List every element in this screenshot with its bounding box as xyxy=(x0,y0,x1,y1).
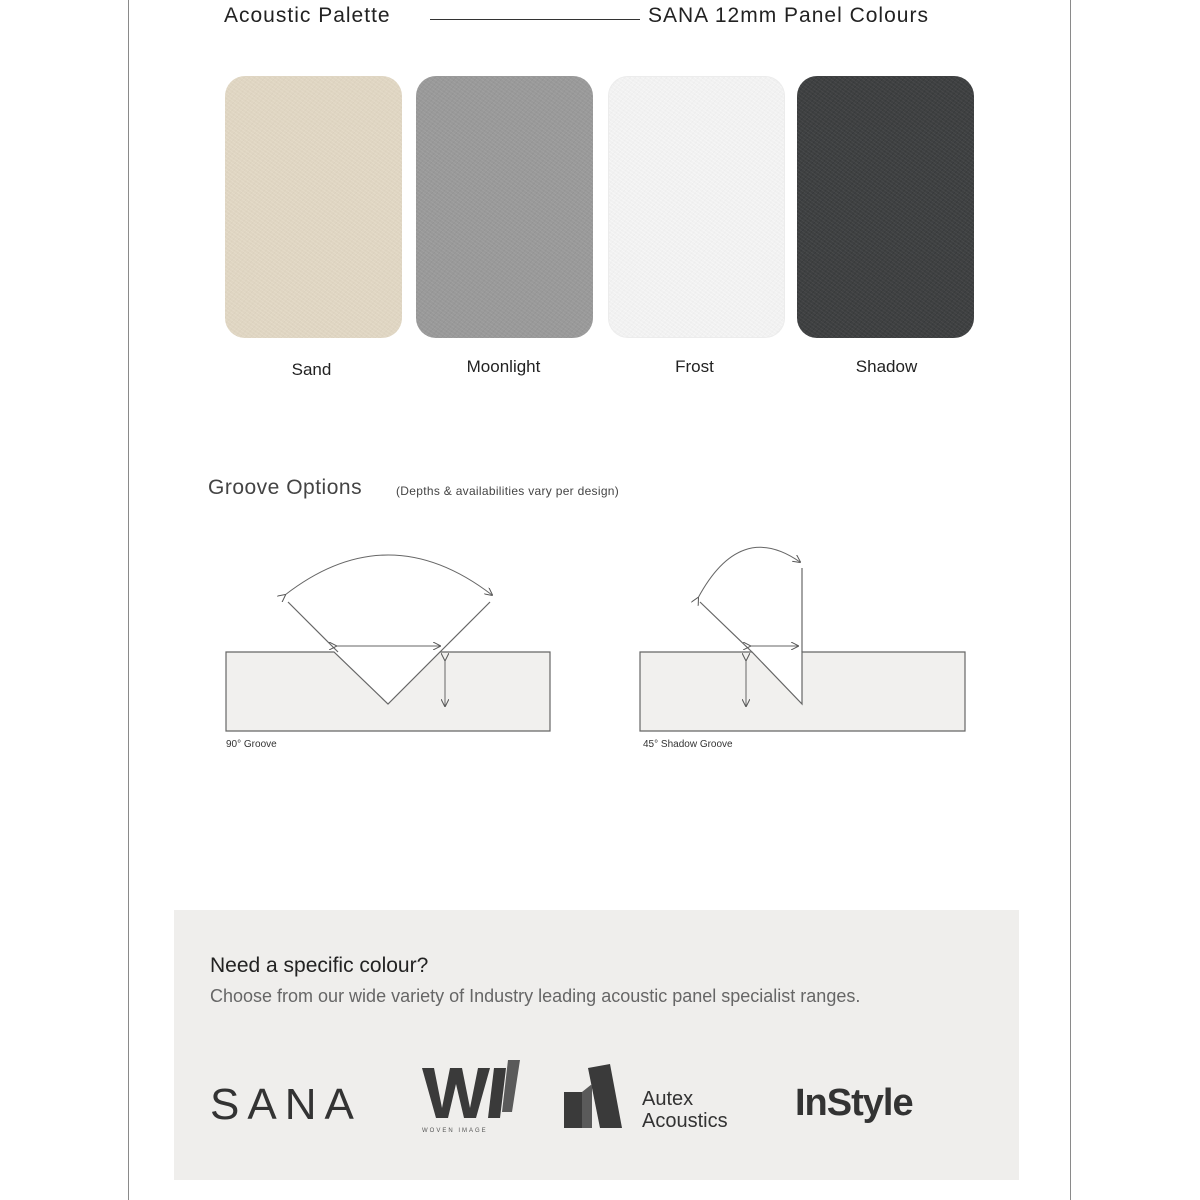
autex-line1: Autex xyxy=(642,1088,694,1110)
header-right-title: SANA 12mm Panel Colours xyxy=(648,4,929,27)
groove-90-diagram xyxy=(226,555,550,731)
swatch-label-moonlight: Moonlight xyxy=(466,357,541,376)
groove-45-diagram xyxy=(640,547,965,731)
autex-logo-mark xyxy=(562,1062,628,1130)
woven-image-subtext: WOVEN IMAGE xyxy=(422,1128,488,1134)
autex-logo-text xyxy=(642,1088,728,1132)
groove-90-label: 90° Groove xyxy=(226,739,277,750)
header-left-title: Acoustic Palette xyxy=(224,4,391,27)
autex-line2: Acoustics xyxy=(642,1110,728,1132)
swatch-label-shadow: Shadow xyxy=(855,357,918,376)
instyle-logo: InStyle xyxy=(795,1082,913,1124)
swatch-label-sand: Sand xyxy=(291,360,332,379)
groove-45-label: 45° Shadow Groove xyxy=(643,739,733,750)
promo-panel xyxy=(174,910,1019,1180)
swatch-label-frost: Frost xyxy=(675,357,714,376)
woven-image-logo xyxy=(420,1060,525,1126)
groove-options-title: Groove Options xyxy=(208,476,363,499)
groove-options-note: (Depths & availabilities vary per design) xyxy=(396,484,620,498)
sana-logo: SANA xyxy=(210,1080,362,1129)
promo-subtitle: Choose from our wide variety of Industry leading acoustic panel specialist ranges. xyxy=(210,986,861,1006)
promo-title: Need a specific colour? xyxy=(210,954,429,977)
